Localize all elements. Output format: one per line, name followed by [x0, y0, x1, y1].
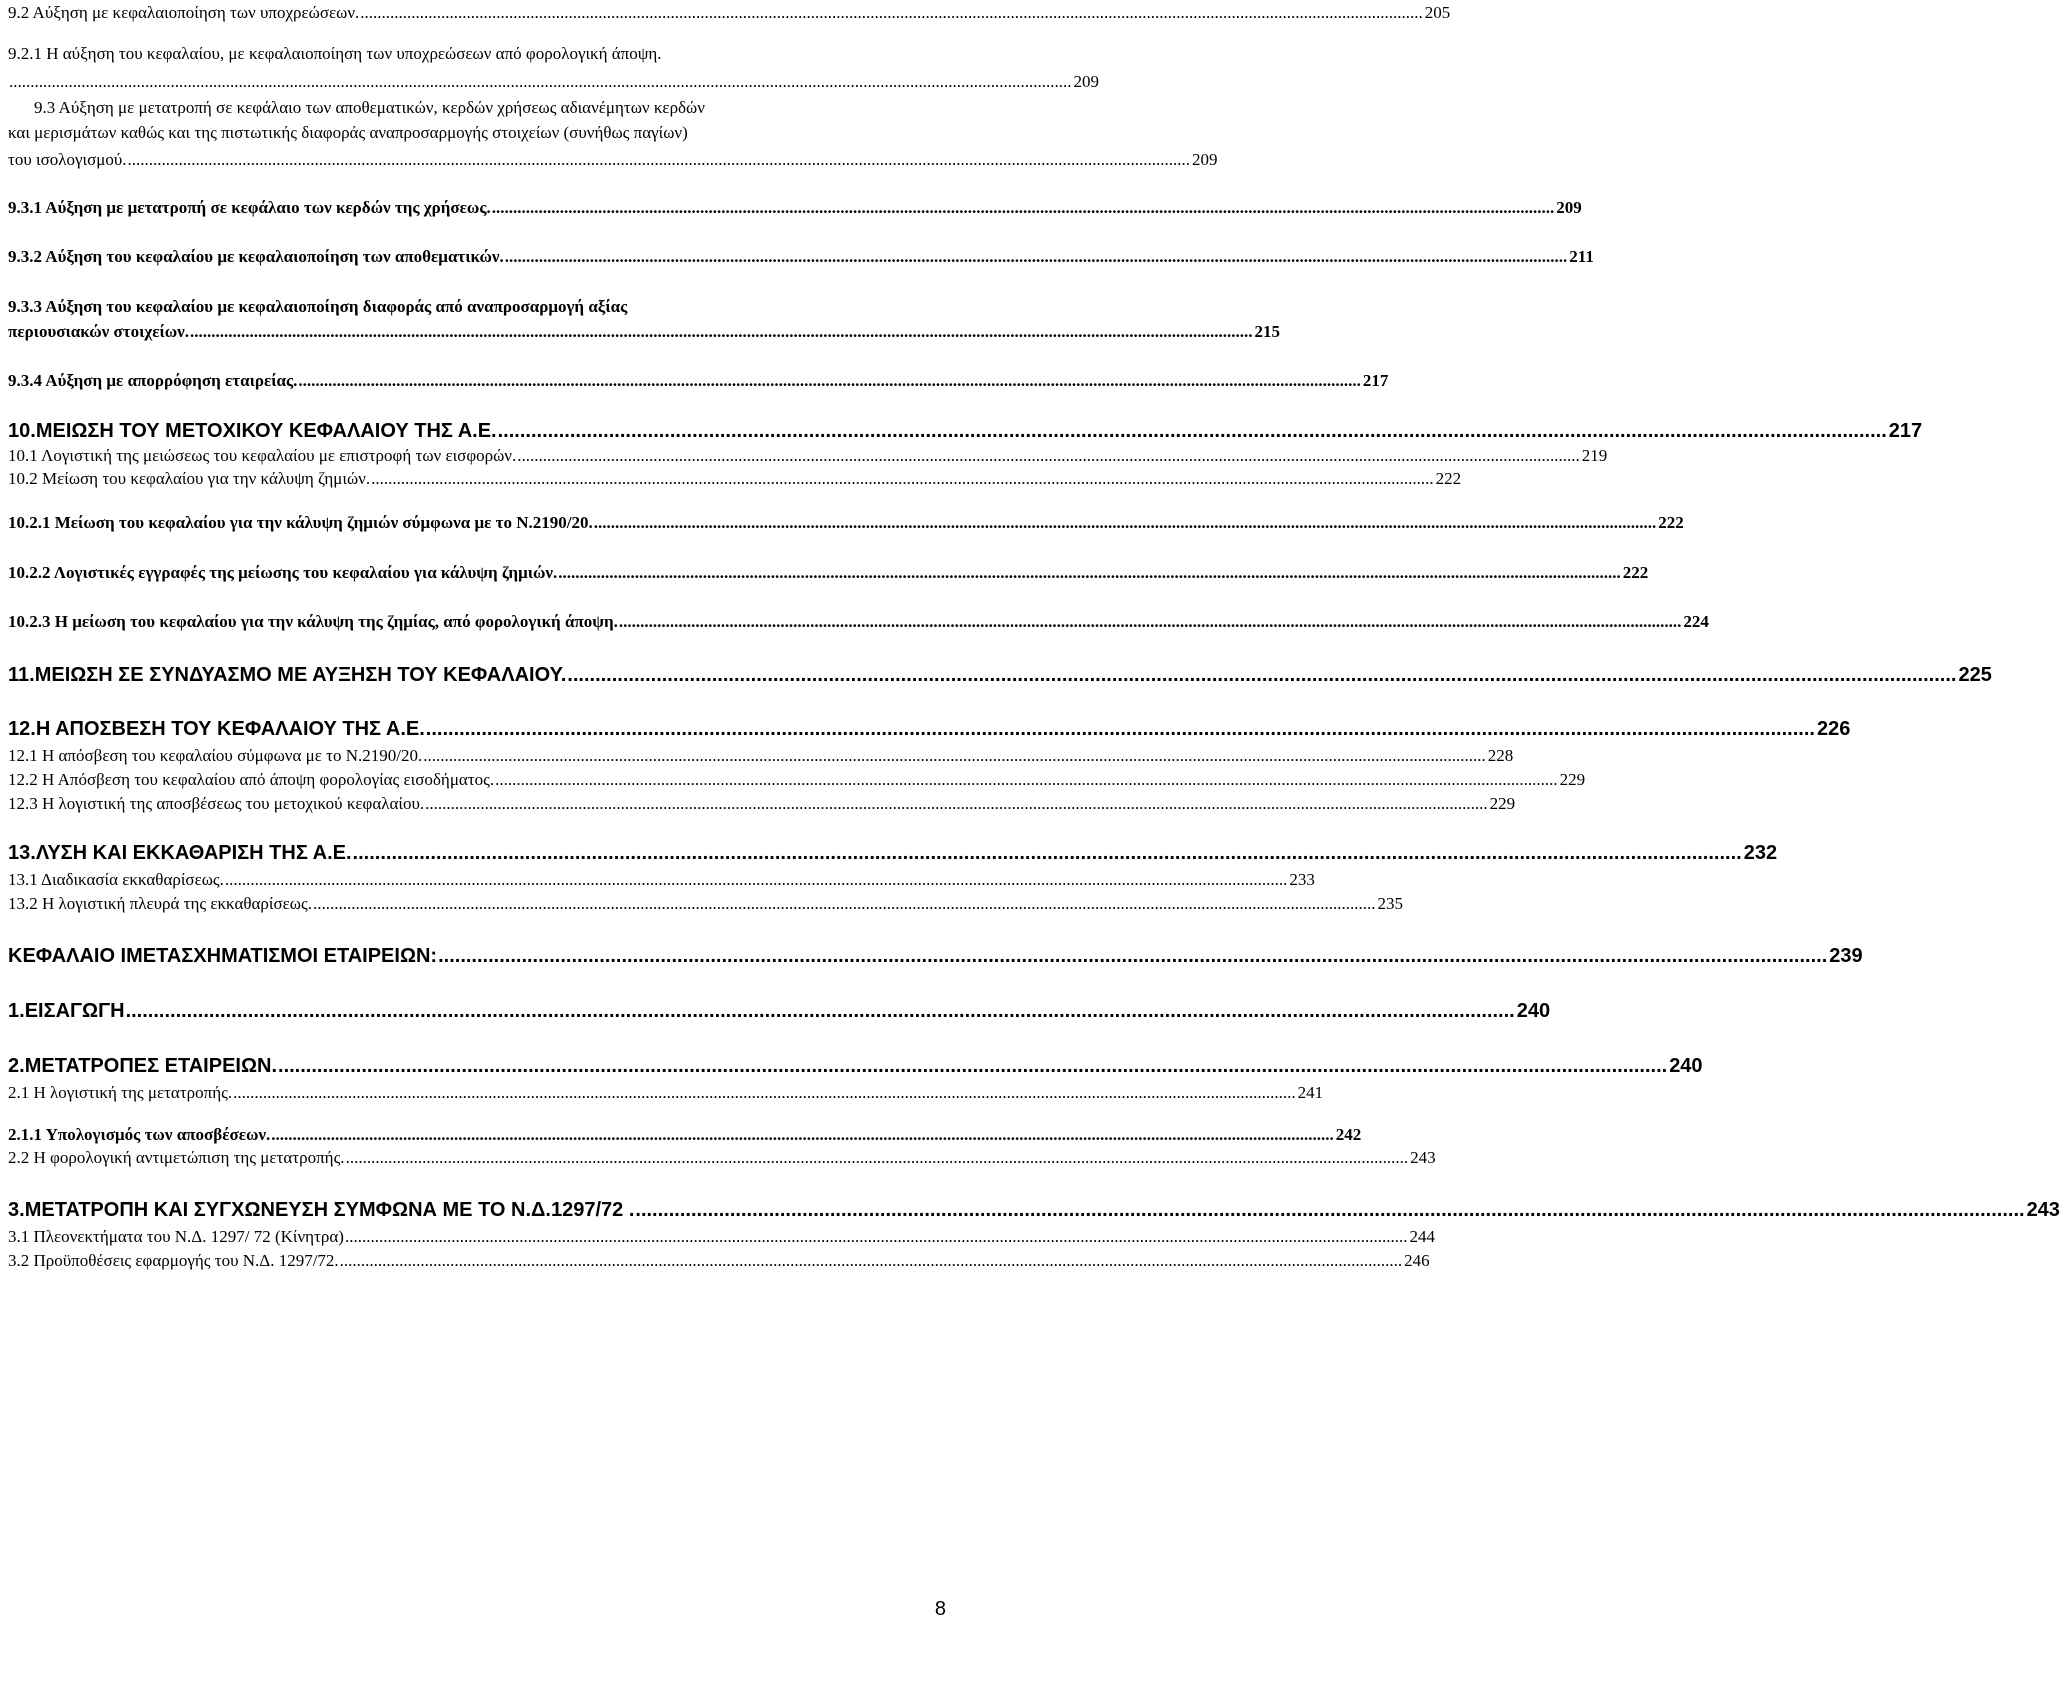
toc-entry-title: περιουσιακών στοιχείων. — [8, 322, 190, 341]
toc-entry-title: 2.1.1 Υπολογισμός των αποσβέσεων. — [8, 1125, 271, 1144]
toc-chapter-number: 10. — [8, 420, 36, 442]
toc-chapter-heading[interactable] — [8, 945, 1863, 968]
toc-leader-dots — [225, 870, 1288, 890]
toc-leader-dots — [567, 664, 1956, 687]
toc-chapter-number: 2. — [8, 1055, 25, 1077]
toc-leader-dots — [340, 1251, 1403, 1271]
toc-page-number: 222 — [1435, 469, 1462, 488]
toc-entry[interactable] — [8, 1083, 1324, 1103]
toc-page-number: 241 — [1297, 1083, 1324, 1102]
toc-page-number: 222 — [1622, 563, 1649, 582]
toc-entry-title: 9.2.1 Η αύξηση του κεφαλαίου, με κεφαλαιοποίηση των υποχρεώσεων από φορολογική άποψη. — [8, 44, 662, 63]
toc-entry-title: 9.3.4 Αύξηση με απορρόφηση εταιρείας. — [8, 371, 298, 390]
toc-chapter-heading[interactable] — [8, 1055, 1703, 1078]
toc-entry[interactable] — [8, 44, 894, 64]
toc-leader-dots — [558, 563, 1621, 583]
toc-entry[interactable] — [8, 1148, 1436, 1168]
toc-leader-dots — [426, 718, 1815, 741]
toc-entry-title: 10.2.3 Η μείωση του κεφαλαίου για την κάλυψη της ζημίας, από φορολογική άποψη. — [8, 612, 618, 631]
toc-page-number: 244 — [1409, 1227, 1435, 1246]
toc-entry-title: 10.1 Λογιστική της μειώσεως του κεφαλαίου με επιστροφή των εισφορών. — [8, 446, 517, 465]
toc-page-number: 211 — [1569, 247, 1594, 266]
toc-page-number: 209 — [1073, 72, 1099, 91]
toc-chapter-heading[interactable] — [8, 718, 1851, 741]
toc-chapter-title: ΜΕΤΑΤΡΟΠΕΣ ΕΤΑΙΡΕΙΩΝ. — [24, 1055, 278, 1077]
toc-entry[interactable] — [8, 794, 1516, 814]
toc-entry[interactable] — [8, 322, 1281, 342]
toc-leader-dots — [425, 794, 1488, 814]
toc-leader-dots — [190, 322, 1253, 342]
toc-page-number: 217 — [1888, 420, 1923, 442]
toc-entry[interactable] — [8, 612, 1709, 632]
toc-leader-dots — [271, 1125, 1334, 1145]
toc-chapter-title: ΕΙΣΑΓΩΓΗ — [24, 1000, 125, 1022]
toc-entry-title: 12.2 Η Απόσβεση του κεφαλαίου από άποψη φορολογίας εισοδήματος. — [8, 770, 495, 789]
toc-entry[interactable] — [8, 247, 1594, 267]
toc-entry[interactable] — [8, 870, 1315, 890]
toc-page-number: 240 — [1669, 1055, 1703, 1077]
toc-page-number: 246 — [1404, 1251, 1430, 1270]
toc-leader-dots — [619, 612, 1682, 632]
toc-entry[interactable] — [8, 198, 1582, 218]
toc-page-number: 226 — [1816, 718, 1851, 740]
toc-leader-dots — [517, 446, 1580, 466]
toc-chapter-title: ΜΕΙΩΣΗ ΤΟΥ ΜΕΤΟΧΙΚΟΥ ΚΕΦΑΛΑΙΟΥ ΤΗΣ Α.Ε. — [35, 420, 497, 442]
toc-entry[interactable] — [8, 1227, 1435, 1247]
toc-leader-dots — [360, 3, 1423, 23]
toc-leader-dots — [126, 1000, 1515, 1023]
toc-leader-dots — [371, 469, 1434, 489]
toc-page-number: 219 — [1581, 446, 1608, 465]
toc-page-number: 235 — [1377, 894, 1403, 913]
toc-chapter-heading[interactable] — [8, 842, 1778, 865]
toc-entry[interactable] — [8, 371, 1389, 391]
toc-entry[interactable] — [8, 1251, 1430, 1271]
toc-leader-dots — [505, 247, 1568, 267]
toc-page-number: 205 — [1424, 3, 1451, 22]
toc-entry-title: 10.2.1 Μείωση του κεφαλαίου για την κάλυψη ζημιών σύμφωνα με το Ν.2190/20. — [8, 513, 593, 532]
toc-page-number: 243 — [2026, 1199, 2060, 1221]
toc-leader-dots — [635, 1199, 2024, 1222]
toc-entry-continuation[interactable] — [8, 72, 1099, 92]
toc-entry-title: 10.2.2 Λογιστικές εγγραφές της μείωσης του κεφαλαίου για κάλυψη ζημιών. — [8, 563, 558, 582]
toc-leader-dots — [298, 371, 1361, 391]
toc-entry-title: 9.3.1 Αύξηση με μετατροπή σε κεφάλαιο των κερδών της χρήσεως. — [8, 198, 491, 217]
toc-entry[interactable] — [8, 3, 1451, 23]
toc-chapter-heading[interactable] — [8, 1199, 2060, 1222]
toc-page-number: 215 — [1254, 322, 1281, 341]
toc-page-number: 225 — [1958, 664, 1992, 686]
toc-leader-dots — [313, 894, 1376, 914]
toc-entry[interactable] — [8, 770, 1586, 790]
toc-entry-title: 12.1 Η απόσβεση του κεφαλαίου σύμφωνα με το Ν.2190/20. — [8, 746, 423, 765]
toc-page-number: 222 — [1658, 513, 1684, 532]
toc-entry[interactable] — [8, 150, 1218, 170]
toc-entry-title: 12.3 Η λογιστική της αποσβέσεως του μετοχικού κεφαλαίου. — [8, 794, 425, 813]
toc-entry-line: 9.3 Αύξηση με μετατροπή σε κεφάλαιο των αποθεματικών, κερδών χρήσεως αδιανέμητων κερδών — [34, 98, 705, 117]
toc-chapter-number: 11. — [8, 664, 35, 686]
toc-entry-title: 13.1 Διαδικασία εκκαθαρίσεως. — [8, 870, 224, 889]
toc-entry-title: 3.2 Προϋποθέσεις εφαρμογής του Ν.Δ. 1297/72. — [8, 1251, 339, 1270]
toc-chapter-heading[interactable] — [8, 420, 1923, 443]
toc-page-number: 228 — [1487, 746, 1514, 765]
toc-chapter-heading[interactable] — [8, 664, 1992, 687]
toc-chapter-heading[interactable] — [8, 1000, 1551, 1023]
toc-chapter-number: 13. — [8, 842, 36, 864]
toc-leader-dots — [9, 72, 1072, 92]
toc-entry[interactable] — [8, 513, 1684, 533]
toc-page-number: 209 — [1556, 198, 1582, 217]
toc-leader-dots — [438, 945, 1827, 968]
toc-entry-title: 2.1 Η λογιστική της μετατροπής. — [8, 1083, 233, 1102]
toc-page-number: 233 — [1289, 870, 1315, 889]
toc-entry[interactable] — [8, 894, 1403, 914]
toc-page-number: 242 — [1335, 1125, 1362, 1144]
toc-entry-line: και μερισμάτων καθώς και της πιστωτικής διαφοράς αναπροσαρμογής στοιχείων (συνήθως παγίων) — [8, 123, 688, 142]
toc-entry-title: 2.2 Η φορολογική αντιμετώπιση της μετατροπής. — [8, 1148, 345, 1167]
toc-page-number: 239 — [1829, 945, 1863, 967]
toc-entry-title: 3.1 Πλεονεκτήματα του Ν.Δ. 1297/ 72 (Κίνητρα) — [8, 1227, 344, 1246]
toc-entry-line: 9.3.3 Αύξηση του κεφαλαίου με κεφαλαιοποίηση διαφοράς από αναπροσαρμογή αξίας — [8, 297, 628, 316]
toc-chapter-title: ΜΕΤΑΣΧΗΜΑΤΙΣΜΟΙ ΕΤΑΙΡΕΙΩΝ: — [126, 945, 438, 967]
page-number-footer: 8 — [934, 1598, 946, 1620]
toc-leader-dots — [346, 1148, 1409, 1168]
toc-page-number: 243 — [1410, 1148, 1436, 1167]
toc-entry-title: 10.2 Μείωση του κεφαλαίου για την κάλυψη ζημιών. — [8, 469, 371, 488]
toc-chapter-number: 1. — [8, 1000, 25, 1022]
toc-entry[interactable] — [8, 469, 1462, 489]
toc-leader-dots — [278, 1055, 1667, 1078]
toc-chapter-title: ΜΕΙΩΣΗ ΣΕ ΣΥΝΔΥΑΣΜΟ ΜΕ ΑΥΞΗΣΗ ΤΟΥ ΚΕΦΑΛΑΙΟΥ. — [34, 664, 567, 686]
toc-entry-title: 9.3.2 Αύξηση του κεφαλαίου με κεφαλαιοποίηση των αποθεματικών. — [8, 247, 504, 266]
toc-entry[interactable] — [8, 1125, 1362, 1145]
toc-leader-dots — [423, 746, 1486, 766]
toc-chapter-title: Η ΑΠΟΣΒΕΣΗ ΤΟΥ ΚΕΦΑΛΑΙΟΥ ΤΗΣ Α.Ε. — [35, 718, 425, 740]
toc-entry[interactable] — [8, 446, 1608, 466]
toc-page-number: 240 — [1516, 1000, 1551, 1022]
toc-leader-dots — [353, 842, 1742, 865]
toc-page-number: 229 — [1489, 794, 1516, 813]
toc-leader-dots — [492, 198, 1555, 218]
toc-entry-title: 9.2 Αύξηση με κεφαλαιοποίηση των υποχρεώσεων. — [8, 3, 360, 22]
toc-entry-title: 13.2 Η λογιστική πλευρά της εκκαθαρίσεως. — [8, 894, 312, 913]
toc-entry-title: του ισολογισμού. — [8, 150, 127, 169]
toc-chapter-number: 12. — [8, 718, 36, 740]
toc-leader-dots — [495, 770, 1558, 790]
toc-leader-dots — [345, 1227, 1408, 1247]
toc-page-number: 209 — [1192, 150, 1218, 169]
toc-leader-dots — [233, 1083, 1296, 1103]
toc-leader-dots — [594, 513, 1657, 533]
toc-entry[interactable] — [8, 746, 1514, 766]
toc-chapter-title: ΜΕΤΑΤΡΟΠΗ ΚΑΙ ΣΥΓΧΩΝΕΥΣΗ ΣΥΜΦΩΝΑ ΜΕ ΤΟ Ν.Δ.1297/72 . — [24, 1199, 635, 1221]
toc-entry[interactable] — [8, 563, 1649, 583]
toc-chapter-number: ΚΕΦΑΛΑΙΟ Ι — [8, 945, 127, 967]
toc-page-number: 224 — [1683, 612, 1709, 631]
toc-leader-dots — [128, 150, 1191, 170]
toc-chapter-number: 3. — [8, 1199, 25, 1221]
toc-leader-dots — [498, 420, 1887, 443]
toc-page-number: 232 — [1743, 842, 1778, 864]
toc-page-number: 217 — [1362, 371, 1389, 390]
toc-chapter-title: ΛΥΣΗ ΚΑΙ ΕΚΚΑΘΑΡΙΣΗ ΤΗΣ Α.Ε. — [35, 842, 352, 864]
toc-page-number: 229 — [1559, 770, 1586, 789]
